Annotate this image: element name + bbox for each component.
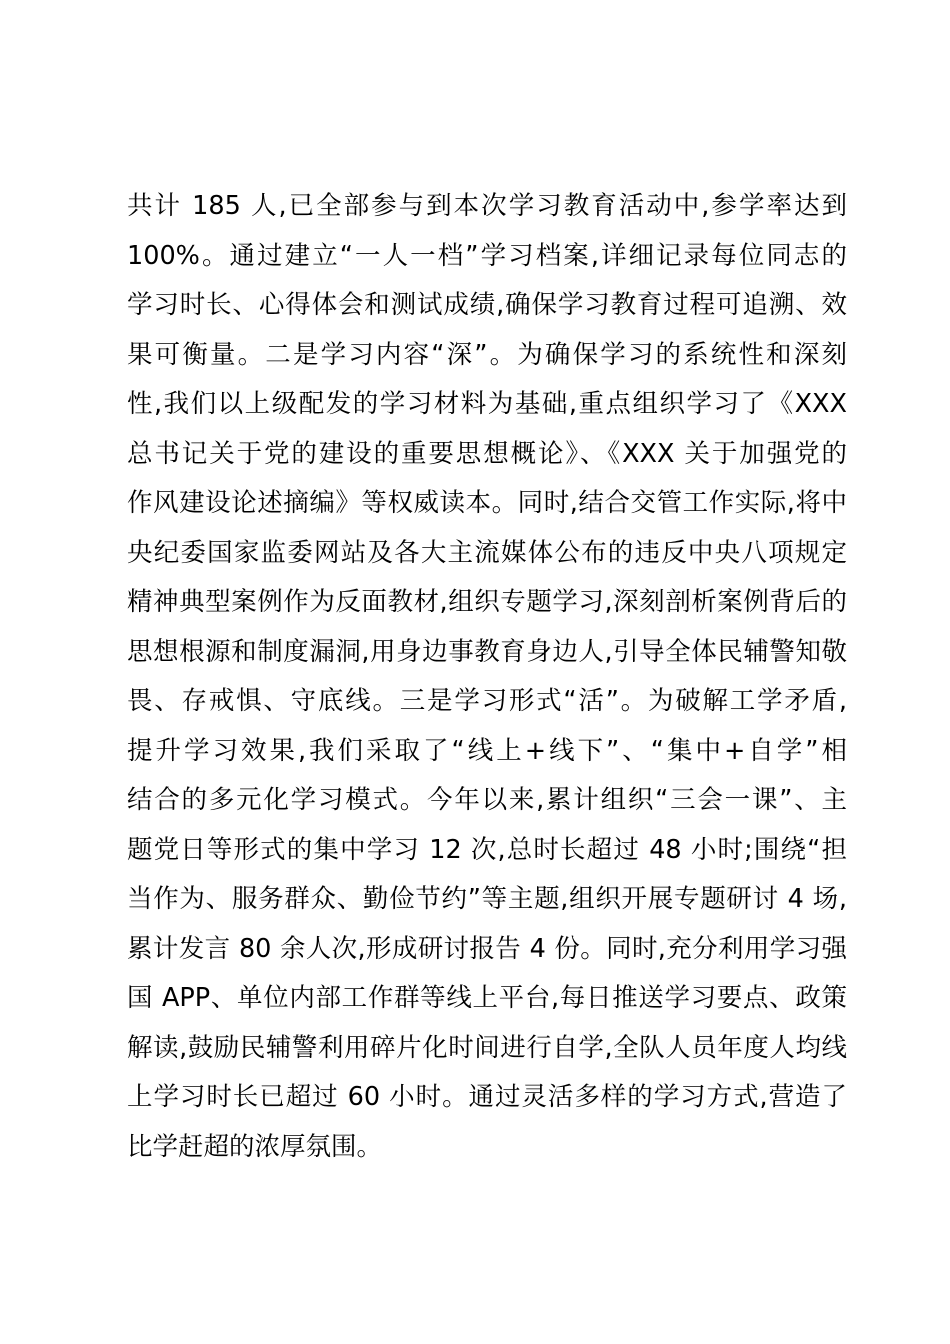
paragraph-line-10: 思想根源和制度漏洞,用身边事教育身边人,引导全体民辅警知敬 — [127, 636, 847, 667]
paragraph-line-4: 果可衡量。二是学习内容“深”。为确保学习的系统性和深刻 — [127, 339, 847, 370]
paragraph-line-17: 国 APP、单位内部工作群等线上平台,每日推送学习要点、政策 — [127, 983, 847, 1013]
paragraph-line-5: 性,我们以上级配发的学习材料为基础,重点组织学习了《XXX — [127, 389, 847, 419]
paragraph-line-6: 总书记关于党的建设的重要思想概论》、《XXX 关于加强党的 — [127, 438, 847, 469]
paragraph-line-12: 提升学习效果,我们采取了“线上+线下”、“集中+自学”相 — [127, 735, 847, 766]
paragraph-line-3: 学习时长、心得体会和测试成绩,确保学习教育过程可追溯、效 — [127, 290, 847, 320]
body-paragraph — [127, 182, 847, 1172]
paragraph-line-15: 当作为、服务群众、勤俭节约”等主题,组织开展专题研讨 4 场, — [127, 884, 847, 914]
paragraph-line-11: 畏、存戒惧、守底线。三是学习形式“活”。为破解工学矛盾, — [127, 686, 847, 716]
paragraph-line-7: 作风建设论述摘编》等权威读本。同时,结合交管工作实际,将中 — [127, 488, 847, 518]
paragraph-line-18: 解读,鼓励民辅警利用碎片化时间进行自学,全队人员年度人均线 — [127, 1032, 847, 1063]
paragraph-line-1: 共计 185 人,已全部参与到本次学习教育活动中,参学率达到 — [127, 191, 847, 221]
paragraph-line-20: 比学赶超的浓厚氛围。 — [127, 1131, 383, 1162]
paragraph-line-2: 100%。通过建立“一人一档”学习档案,详细记录每位同志的 — [127, 240, 847, 271]
paragraph-line-8: 央纪委国家监委网站及各大主流媒体公布的违反中央八项规定 — [127, 537, 847, 568]
paragraph-line-16: 累计发言 80 余人次,形成研讨报告 4 份。同时,充分利用学习强 — [127, 933, 847, 964]
paragraph-line-19: 上学习时长已超过 60 小时。通过灵活多样的学习方式,营造了 — [127, 1082, 847, 1112]
paragraph-line-13: 结合的多元化学习模式。今年以来,累计组织“三会一课”、主 — [127, 785, 847, 815]
paragraph-line-14: 题党日等形式的集中学习 12 次,总时长超过 48 小时;围绕“担 — [127, 834, 847, 865]
paragraph-line-9: 精神典型案例作为反面教材,组织专题学习,深刻剖析案例背后的 — [127, 587, 847, 617]
